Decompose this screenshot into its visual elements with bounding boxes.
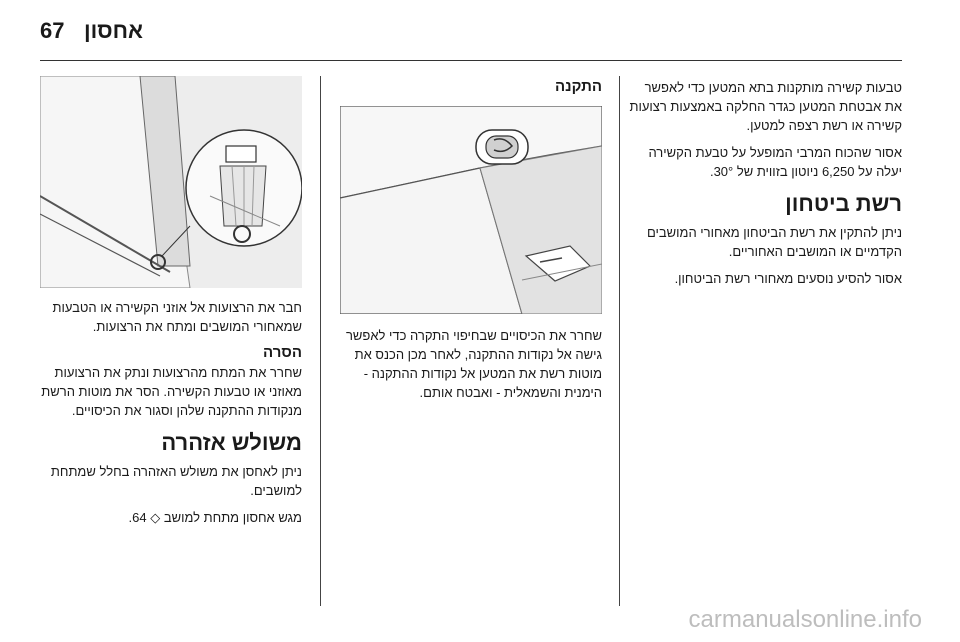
safety-net-text: ניתן להתקין את רשת הביטחון מאחורי המושבים הקדמיים או המושבים האחוריים. [646,225,902,259]
column-divider-left [320,76,321,606]
strap-illustration [40,76,302,288]
tie-down-rings-text: טבעות קשירה מותקנות בתא המטען כדי לאפשר את אבטחת המטען כגדר החלקה באמצעות רצועות קשירה או רשת רצפה למטען. [629,80,902,133]
column-left-text [40,298,302,535]
roof-mount-illustration [340,106,602,314]
page-number: 67 [40,18,65,43]
installation-text: שחרר את הכיסויים שבחיפוי התקרה כדי לאפשר גישה אל נקודות ההתקנה, לאחר מכן הכנס את מוטות רשת את המטען אל נקודות ההתקנה - הימנית והשמאלית - ואבטח אותם. [345,328,602,400]
watermark: carmanualsonline.info [688,606,922,633]
warning-triangle-text: ניתן לאחסן את משולש האזהרה בחלל שמתחת למושבים. [50,464,302,498]
storage-tray-reference: מגש אחסון מתחת למושב ◇ 64. [128,510,302,525]
no-passengers-text: אסור להסיע נוסעים מאחורי רשת הביטחון. [674,271,902,286]
page-header [40,14,902,54]
column-right [626,78,902,296]
column-middle [340,78,602,103]
column-middle-text [340,326,602,410]
removal-heading: הסרה [263,344,302,361]
attach-straps-text: חבר את הרצועות אל אוזני הקשירה או הטבעות שמאחורי המושבים ומתח את הרצועות. [52,300,302,334]
column-divider-right [619,76,620,606]
strap-drawing [40,76,302,288]
removal-text: שחרר את המתח מהרצועות ונתק את הרצועות מאוזני או טבעות הקשירה. הסר את מוטות הרשת מנקודות ההתקנה שלהן וסגור את הכיסויים. [41,365,302,418]
warning-triangle-heading: משולש אזהרה [161,430,302,455]
safety-net-heading: רשת ביטחון [785,191,902,216]
installation-heading: התקנה [554,78,602,95]
header-divider [40,60,902,61]
max-force-text: אסור שהכוח המרבי המופעל על טבעת הקשירה יעלה על 6,250 ניוטון בזווית של 30°. [648,145,902,179]
section-title: אחסון [84,18,144,43]
roof-mount-drawing [340,106,602,314]
